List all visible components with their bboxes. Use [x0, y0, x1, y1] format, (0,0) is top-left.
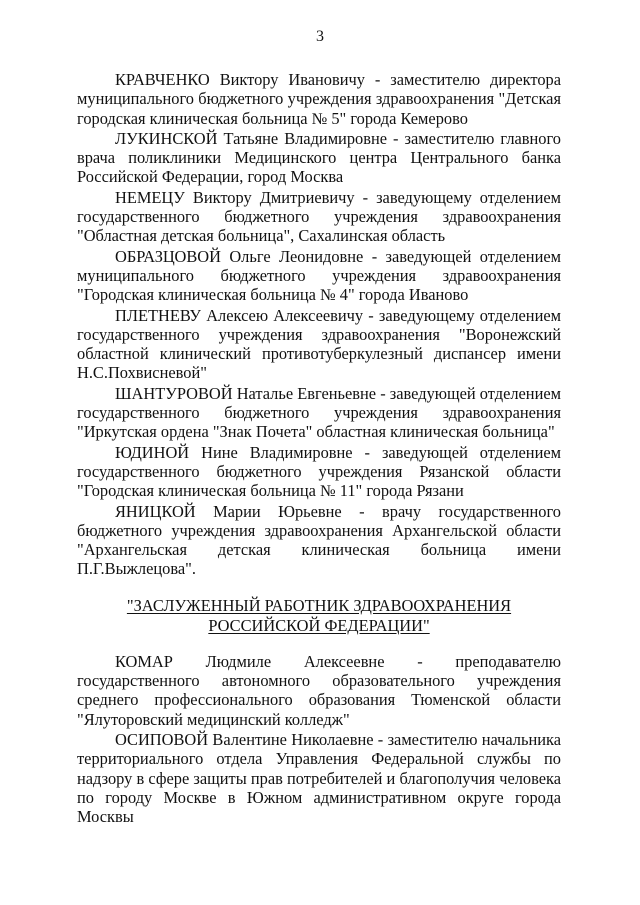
- section-title-line-1: "ЗАСЛУЖЕННЫЙ РАБОТНИК ЗДРАВООХРАНЕНИЯ: [126, 595, 512, 615]
- award-entry-shanturova: ШАНТУРОВОЙ Наталье Евгеньевне - заведующей отделением государственного бюджетного учреждения здравоохранения "Иркутская ордена "Знак Почета" областная клиническая больница": [77, 383, 561, 442]
- section-title-line-2: РОССИЙСКОЙ ФЕДЕРАЦИИ": [208, 615, 430, 635]
- award-entry-yanitskaya: ЯНИЦКОЙ Марии Юрьевне - врачу государственного бюджетного учреждения здравоохранения Архангельской области "Архангельская детская клиническая больница имени П.Г.Выжлецова".: [77, 501, 561, 579]
- section-title: [77, 596, 561, 636]
- award-entry-osipova: ОСИПОВОЙ Валентине Николаевне - заместителю начальника территориального отдела Управления Федеральной службы по надзору в сфере защиты прав потребителей и благополучия человека по городу Москве в Южном административном округе города Москвы: [77, 729, 561, 827]
- page-number: 3: [316, 28, 324, 45]
- award-entry-obraztsova: ОБРАЗЦОВОЙ Ольге Леонидовне - заведующей отделением муниципального бюджетного учреждения здравоохранения "Городская клиническая больница № 4" города Иваново: [77, 246, 561, 305]
- award-entry-nemets: НЕМЕЦУ Виктору Дмитриевичу - заведующему отделением государственного бюджетного учреждения здравоохранения "Областная детская больница", Сахалинская область: [77, 187, 561, 246]
- document-body: [77, 70, 561, 827]
- award-entry-komar: КОМАР Людмиле Алексеевне - преподавателю государственного автономного образовательного учреждения среднего профессионального образования Тюменской области "Ялуторовский медицинский колледж": [77, 651, 561, 729]
- award-entry-yudina: ЮДИНОЙ Нине Владимировне - заведующей отделением государственного бюджетного учреждения Рязанской области "Городская клиническая больница № 11" города Рязани: [77, 442, 561, 501]
- award-entry-pletnev: ПЛЕТНЕВУ Алексею Алексеевичу - заведующему отделением государственного учреждения здравоохранения "Воронежский областной клинический противотуберкулезный диспансер имени Н.С.Похвисневой": [77, 305, 561, 383]
- award-entry-kravchenko: КРАВЧЕНКО Виктору Ивановичу - заместителю директора муниципального бюджетного учреждения здравоохранения "Детская городская клиническая больница № 5" города Кемерово: [77, 70, 561, 128]
- award-entry-lukinskaya: ЛУКИНСКОЙ Татьяне Владимировне - заместителю главного врача поликлиники Медицинского центра Центрального банка Российской Федерации, город Москва: [77, 128, 561, 187]
